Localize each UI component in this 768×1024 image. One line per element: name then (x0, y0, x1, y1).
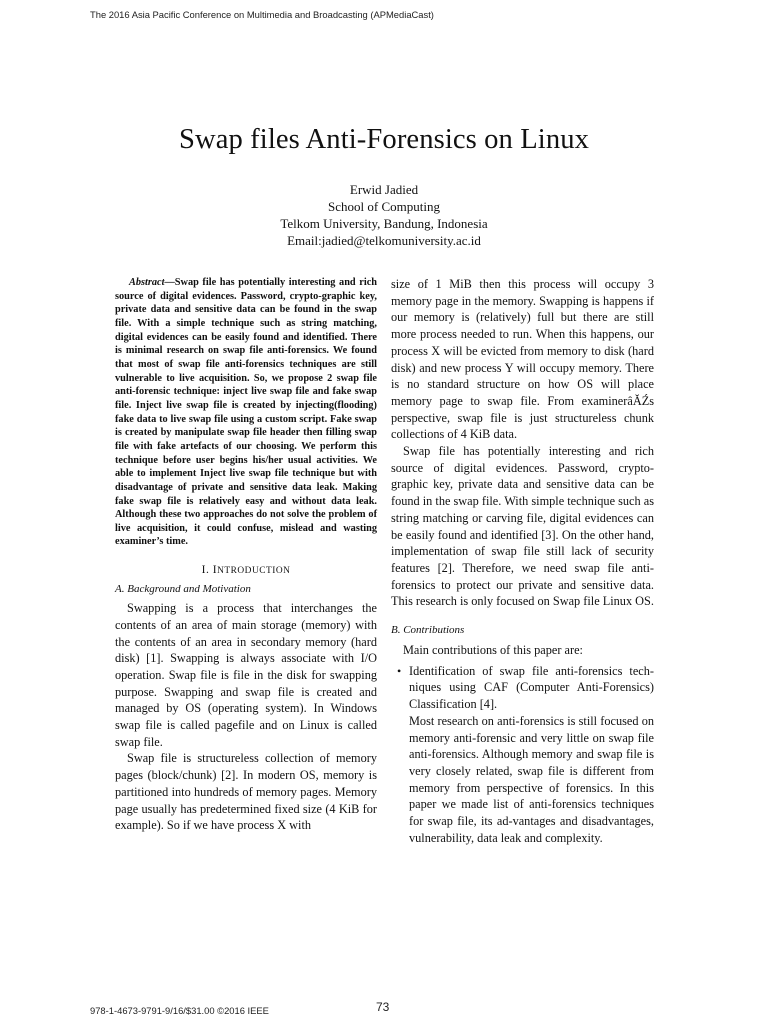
subsection-heading-background: A. Background and Motivation (115, 583, 251, 596)
author-department: School of Computing (328, 199, 440, 214)
paragraph: Swap file has potentially interesting and rich source of digital evidences. Password, crypto-graphic key, private data and sensitive data can be found in the swap file. With simple technique such as string matching or carving file, digital evidences can be easily found and identified [3]. On the other hand, implementation of swap file still lack of security features [2]. Therefore, we need swap file anti-forensics to protect our private and sensitive data. This research is only focused on Swap file Linux OS. (391, 444, 654, 609)
author-name: Erwid Jadied (349, 182, 419, 197)
abstract-label: Abstract (129, 277, 165, 288)
abstract (115, 276, 377, 549)
paragraph: Swap file is structureless collection of memory pages (block/chunk) [2]. In modern OS, memory is partitioned into hundreds of memory pages. Memory page usually has predetermined fixed size (4 KiB for example). So if we have process X with (115, 751, 377, 833)
paper-title: Swap files Anti-Forensics on Linux (178, 124, 590, 155)
subsection-heading-contributions: B. Contributions (391, 624, 465, 637)
conference-header: The 2016 Asia Pacific Conference on Multimedia and Broadcasting (APMediaCast) (90, 9, 434, 20)
paragraph: size of 1 MiB then this process will occupy 3 memory page in the memory. Swapping is happens if our memory is (relatively) full but there are still more process needed to run. When this happens, our process X will be evicted from memory to disk (hard disk) and new process Y will occupy memory. There is no standard structure on how OS will place memory page to swap file. From examinerâĂŹs perspective, swap file is just structureless chunk collections of 4 KiB data. (391, 277, 654, 442)
footer-isbn: 978-1-4673-9791-9/16/$31.00 ©2016 IEEE (90, 1005, 269, 1016)
section-number: I. I (201, 563, 218, 577)
page-number: 73 (376, 1000, 390, 1014)
left-column (115, 276, 377, 834)
paragraph: Swapping is a process that interchanges the contents of an area of main storage (memory) with the contents of an area in secondary memory (hard disk) [1]. Swapping is always associate with I/O operation. Swap file is file in the disk for swapping purpose. Swapping and swap file is created and managed by OS (operating system). In Windows swap file is called pagefile and on Linux is called swap file. (115, 601, 377, 749)
section-title: NTRODUCTION (217, 566, 291, 577)
list-item (397, 663, 654, 847)
contributions-intro: Main contributions of this paper are: (403, 643, 583, 658)
section-heading-introduction (115, 563, 377, 576)
contribution-detail: Most research on anti-forensics is still focused on memory anti-forensic and very little on swap file anti-forensics. Although memory and swap file is very closely related, swap file is different from memory from perspective of forensics. In this paper we made list of anti-forensics techniques for swap file, its ad-vantages and disadvantages, vulnerability, data leak and complexity. (409, 713, 654, 845)
right-column (391, 276, 654, 847)
author-email: Email:jadied@telkomuniversity.ac.id (287, 233, 481, 248)
abstract-text: —Swap file has potentially interesting and rich source of digital evidences. Password, crypto-graphic key, private data and sensitive data can be found in the swap file. With a simple technique such as string matching, digital evidences can be easily found and identified. There is minimal research on swap file anti-forensics. We found that most of swap file anti-forensics techniques are still vulnerable to live acquisition. So, we propose 2 swap file anti-forensic technique: inject live swap file and fake swap file. Inject live swap file is created by injecting(flooding) fake data to live swap file using a custom script. Fake swap is created by manipulate swap file header then filling swap file with fake artefacts of our choosing. We perform this technique before user begins his/her usual activities. We able to implement Inject live swap file technique but with disadvantage of private and sensitive data leak. Making fake swap file is relatively easy and without data leak. Although these two approaches do not solve the problem of live acquisition, it could confuse, mislead and wasting examiner’s time. (115, 277, 377, 548)
contributions-list (391, 663, 654, 847)
author-block (0, 181, 768, 249)
author-affiliation: Telkom University, Bandung, Indonesia (280, 216, 488, 231)
contribution-lead: Identification of swap file anti-forensics tech-niques using CAF (Computer Anti-Forensics) Classification [4]. (409, 663, 654, 712)
bullet-icon: • (397, 663, 402, 678)
